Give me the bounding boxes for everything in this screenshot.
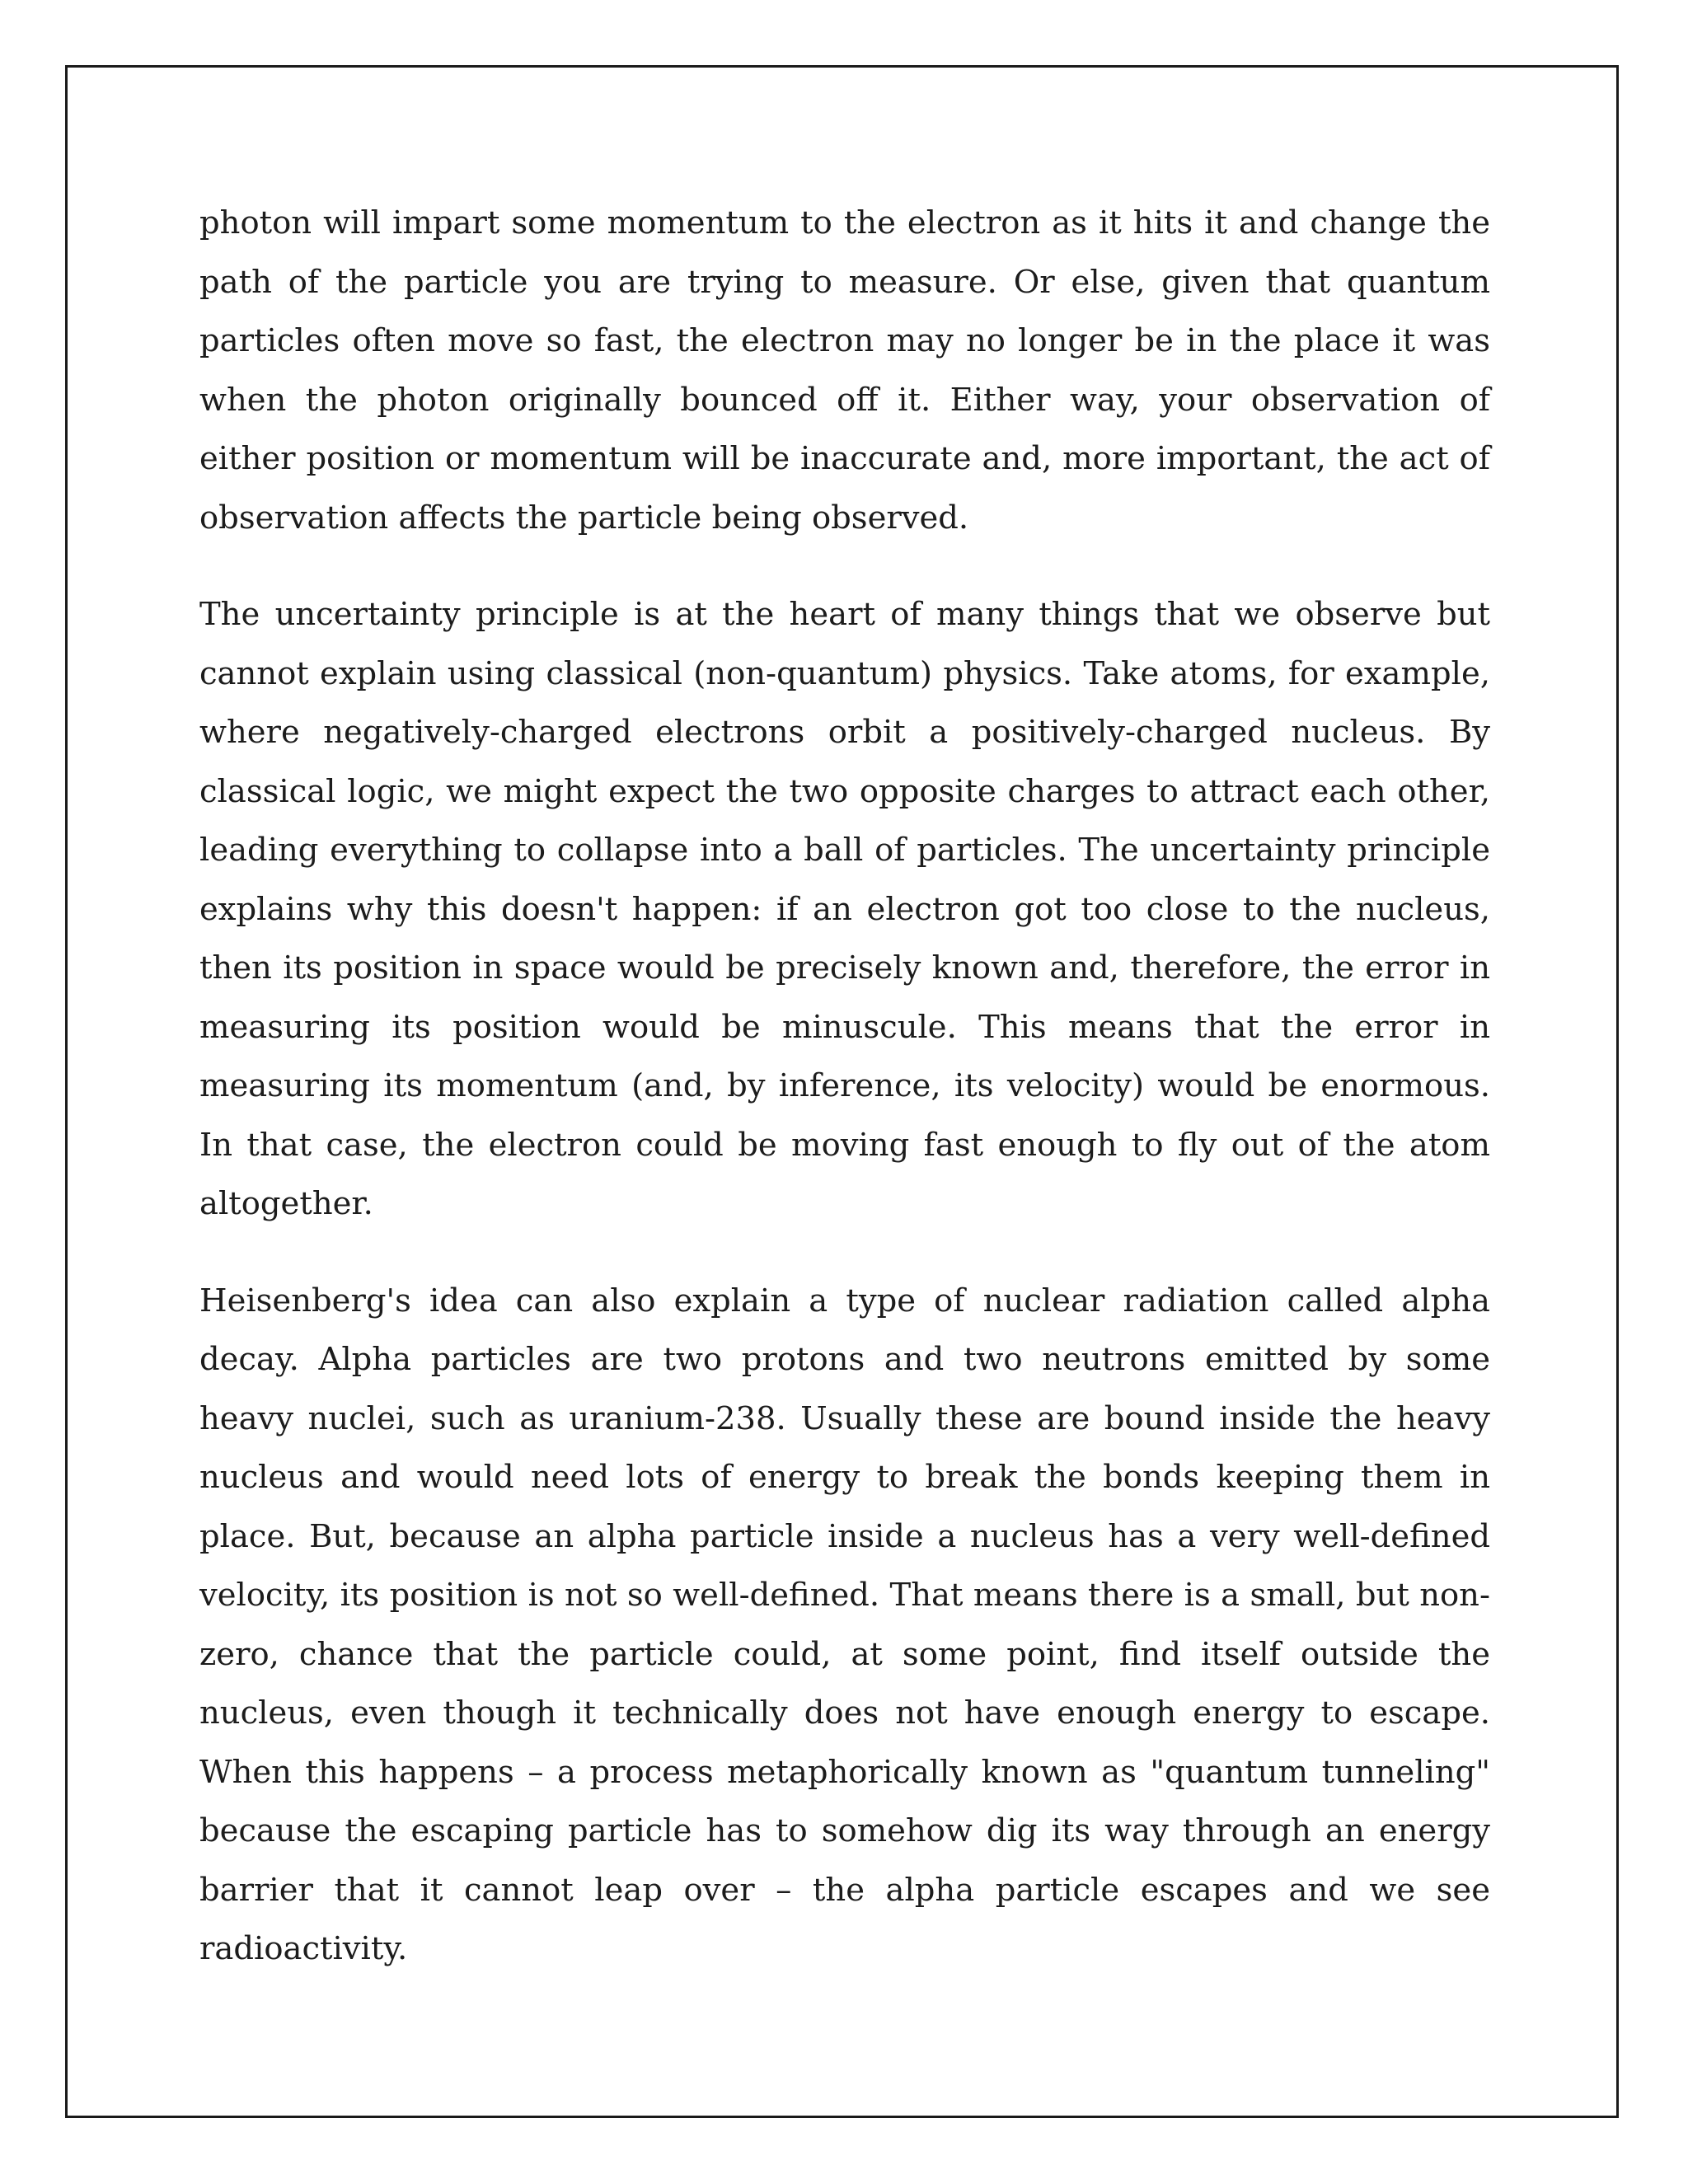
paragraph-uncertainty-principle-atoms: The uncertainty principle is at the heart of many things that we observe but cannot explain using classical (non-quantum) physics. Take atoms, for example, where negatively-charged electrons orbit a positively-charged nucleus. By classical logic, we might expect the two opposite charges to attract each other, leading everything to collapse into a ball of particles. The uncertainty principle explains why this doesn't happen: if an electron got too close to the nucleus, then its position in space would be precisely known and, therefore, the error in measuring its position would be minuscule. This means that the error in measuring its momentum (and, by inference, its velocity) would be enormous. In that case, the electron could be moving fast enough to fly out of the atom altogether.: [199, 596, 1490, 1222]
paragraph-alpha-decay: Heisenberg's idea can also explain a type of nuclear radiation called alpha decay. Alpha particles are two protons and two neutrons emitted by some heavy nuclei, such as uranium-238. Usually these are bound inside the heavy nucleus and would need lots of energy to break the bonds keeping them in place. But, because an alpha particle inside a nucleus has a very well-defined velocity, its position is not so well-defined. That means there is a small, but non-zero, chance that the particle could, at some point, find itself outside the nucleus, even though it technically does not have enough energy to escape. When this happens – a process metaphorically known as "quantum tunneling" because the escaping particle has to somehow dig its way through an energy barrier that it cannot leap over – the alpha particle escapes and we see radioactivity.: [199, 1282, 1490, 1967]
paragraph-photon-momentum: photon will impart some momentum to the electron as it hits it and change the path of the particle you are trying to measure. Or else, given that quantum particles often move so fast, the electron may no longer be in the place it was when the photon originally bounced off it. Either way, your observation of either position or momentum will be inaccurate and, more important, the act of observation affects the particle being observed.: [199, 204, 1490, 537]
document-body: [199, 194, 1490, 2017]
